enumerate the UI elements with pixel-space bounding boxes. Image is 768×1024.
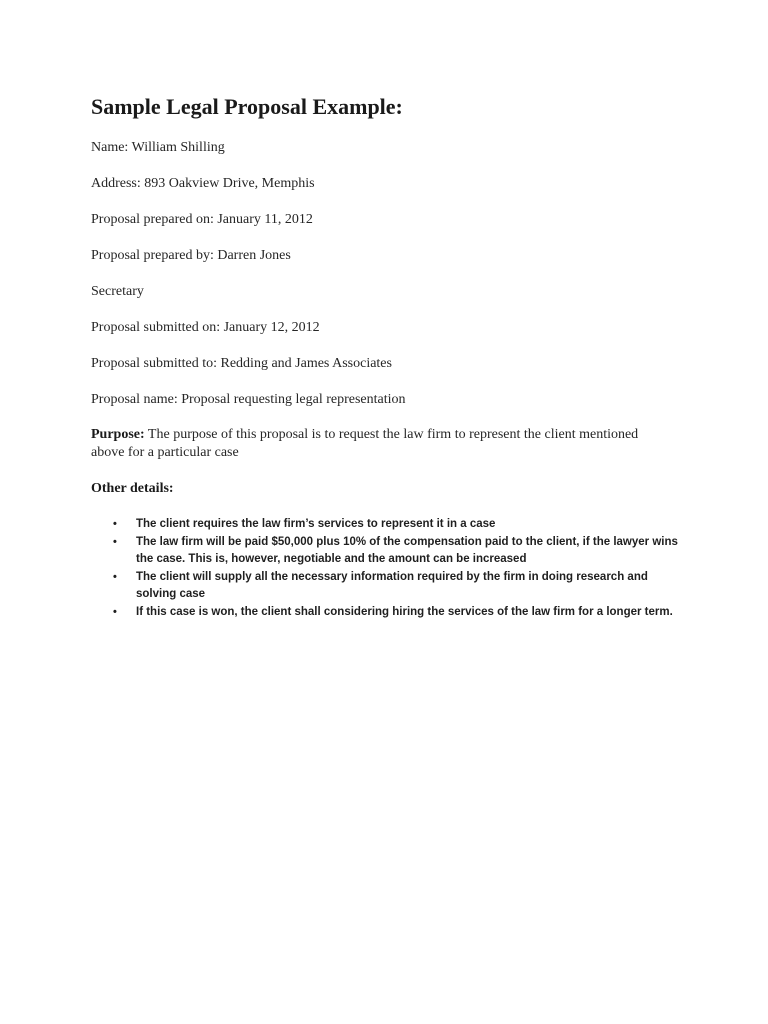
field-name: Name: William Shilling	[91, 140, 225, 155]
list-item	[91, 516, 681, 534]
details-list	[91, 516, 681, 621]
bullet-icon: •	[113, 518, 117, 530]
purpose-text: The purpose of this proposal is to request the law firm to represent the client mentioned above for a particular case	[91, 427, 639, 460]
field-role: Secretary	[91, 284, 144, 299]
field-submitted-on: Proposal submitted on: January 12, 2012	[91, 320, 320, 335]
field-submitted-to: Proposal submitted to: Redding and James Associates	[91, 356, 392, 371]
list-item	[91, 534, 681, 569]
field-prepared-by: Proposal prepared by: Darren Jones	[91, 248, 291, 263]
list-item-text: The law firm will be paid $50,000 plus 10% of the compensation paid to the client, if the lawyer wins the case. This is, however, negotiable and the amount can be increased	[136, 535, 678, 565]
list-item-text: The client requires the law firm’s services to represent it in a case	[136, 518, 496, 530]
list-item	[91, 604, 681, 622]
list-item-text: If this case is won, the client shall considering hiring the services of the law firm for a longer term.	[136, 605, 673, 618]
purpose-paragraph	[91, 426, 651, 462]
list-item-text: The client will supply all the necessary information required by the firm in doing research and solving case	[136, 570, 648, 600]
field-prepared-on: Proposal prepared on: January 11, 2012	[91, 212, 313, 227]
bullet-icon: •	[113, 605, 117, 618]
list-item	[91, 569, 681, 604]
other-details-heading: Other details:	[91, 481, 174, 496]
bullet-icon: •	[113, 535, 117, 548]
bullet-icon: •	[113, 570, 117, 583]
document-title: Sample Legal Proposal Example:	[91, 94, 403, 119]
field-address: Address: 893 Oakview Drive, Memphis	[91, 176, 315, 191]
field-proposal-name: Proposal name: Proposal requesting legal representation	[91, 392, 406, 407]
purpose-label: Purpose:	[91, 427, 145, 442]
